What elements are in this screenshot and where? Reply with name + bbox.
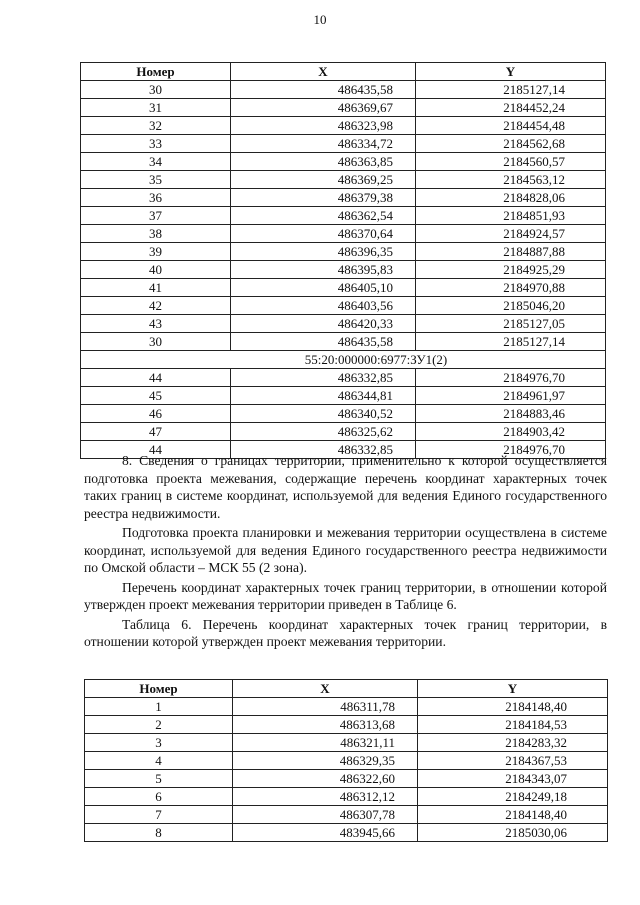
table-group-row	[81, 351, 606, 369]
x-coordinate: 486332,85	[231, 441, 416, 459]
x-coordinate: 486311,78	[233, 698, 418, 716]
point-number: 41	[81, 279, 231, 297]
table-row	[81, 135, 606, 153]
y-coordinate: 2184249,18	[418, 788, 608, 806]
x-coordinate: 486332,85	[231, 369, 416, 387]
x-coordinate: 486313,68	[233, 716, 418, 734]
y-coordinate: 2185046,20	[416, 297, 606, 315]
y-coordinate: 2184828,06	[416, 189, 606, 207]
table-row	[81, 99, 606, 117]
coordinates-table-1	[80, 62, 606, 459]
point-number: 7	[85, 806, 233, 824]
header-x: X	[231, 63, 416, 81]
point-number: 3	[85, 734, 233, 752]
point-number: 47	[81, 423, 231, 441]
table-row	[81, 333, 606, 351]
y-coordinate: 2184851,93	[416, 207, 606, 225]
point-number: 6	[85, 788, 233, 806]
point-number: 37	[81, 207, 231, 225]
paragraph-8: 8. Сведения о границах территории, применительно к которой осуществляется подготовка проекта межевания, содержащие перечень координат характерных точек таких границ в системе координат, используемой для ведения Единого государственного реестра недвижимости.	[84, 453, 607, 521]
point-number: 35	[81, 171, 231, 189]
x-coordinate: 486379,38	[231, 189, 416, 207]
table-row	[81, 189, 606, 207]
table-row	[85, 788, 608, 806]
point-number: 31	[81, 99, 231, 117]
x-coordinate: 486321,11	[233, 734, 418, 752]
y-coordinate: 2184454,48	[416, 117, 606, 135]
x-coordinate: 486344,81	[231, 387, 416, 405]
x-coordinate: 486396,35	[231, 243, 416, 261]
table-row	[81, 81, 606, 99]
table-row	[81, 117, 606, 135]
y-coordinate: 2184961,97	[416, 387, 606, 405]
y-coordinate: 2184925,29	[416, 261, 606, 279]
point-number: 42	[81, 297, 231, 315]
point-number: 30	[81, 333, 231, 351]
y-coordinate: 2184148,40	[418, 806, 608, 824]
table-row	[85, 770, 608, 788]
point-number: 33	[81, 135, 231, 153]
header-y: Y	[416, 63, 606, 81]
table-row	[81, 153, 606, 171]
x-coordinate: 486395,83	[231, 261, 416, 279]
x-coordinate: 486323,98	[231, 117, 416, 135]
point-number: 1	[85, 698, 233, 716]
table-row	[81, 315, 606, 333]
coordinates-table-6	[84, 679, 608, 842]
y-coordinate: 2184148,40	[418, 698, 608, 716]
y-coordinate: 2184367,53	[418, 752, 608, 770]
y-coordinate: 2184452,24	[416, 99, 606, 117]
point-number: 30	[81, 81, 231, 99]
table-6-caption: Таблица 6. Перечень координат характерных точек границ территории, в отношении которой утвержден проект межевания территории.	[84, 616, 607, 649]
table-row	[81, 279, 606, 297]
y-coordinate: 2184283,32	[418, 734, 608, 752]
y-coordinate: 2185127,05	[416, 315, 606, 333]
header-y: Y	[418, 680, 608, 698]
y-coordinate: 2184560,57	[416, 153, 606, 171]
x-coordinate: 483945,66	[233, 824, 418, 842]
table-row	[81, 171, 606, 189]
table-row	[81, 225, 606, 243]
point-number: 4	[85, 752, 233, 770]
y-coordinate: 2184883,46	[416, 405, 606, 423]
x-coordinate: 486325,62	[231, 423, 416, 441]
table-row	[85, 716, 608, 734]
x-coordinate: 486334,72	[231, 135, 416, 153]
x-coordinate: 486307,78	[233, 806, 418, 824]
table-row	[81, 405, 606, 423]
y-coordinate: 2184887,88	[416, 243, 606, 261]
table-header-row	[85, 680, 608, 698]
y-coordinate: 2185127,14	[416, 81, 606, 99]
x-coordinate: 486363,85	[231, 153, 416, 171]
point-number: 39	[81, 243, 231, 261]
table-row	[85, 698, 608, 716]
point-number: 44	[81, 369, 231, 387]
table-row	[81, 369, 606, 387]
text-section	[84, 452, 607, 653]
paragraph-list-intro: Перечень координат характерных точек границ территории, в отношении которой утвержден проект межевания территории приведен в Таблице 6.	[84, 579, 607, 612]
point-number: 36	[81, 189, 231, 207]
x-coordinate: 486403,56	[231, 297, 416, 315]
x-coordinate: 486370,64	[231, 225, 416, 243]
x-coordinate: 486420,33	[231, 315, 416, 333]
x-coordinate: 486312,12	[233, 788, 418, 806]
point-number: 5	[85, 770, 233, 788]
table-row	[85, 824, 608, 842]
y-coordinate: 2184924,57	[416, 225, 606, 243]
y-coordinate: 2185030,06	[418, 824, 608, 842]
page-number: 10	[313, 12, 327, 27]
y-coordinate: 2185127,14	[416, 333, 606, 351]
point-number: 45	[81, 387, 231, 405]
point-number: 40	[81, 261, 231, 279]
point-number: 2	[85, 716, 233, 734]
x-coordinate: 486405,10	[231, 279, 416, 297]
table-row	[85, 734, 608, 752]
y-coordinate: 2184563,12	[416, 171, 606, 189]
point-number: 46	[81, 405, 231, 423]
table-row	[85, 806, 608, 824]
table-header-row	[81, 63, 606, 81]
header-number: Номер	[85, 680, 233, 698]
x-coordinate: 486329,35	[233, 752, 418, 770]
point-number: 32	[81, 117, 231, 135]
y-coordinate: 2184976,70	[416, 441, 606, 459]
table-row	[81, 387, 606, 405]
y-coordinate: 2184343,07	[418, 770, 608, 788]
x-coordinate: 486362,54	[231, 207, 416, 225]
table-row	[81, 243, 606, 261]
y-coordinate: 2184562,68	[416, 135, 606, 153]
header-number: Номер	[81, 63, 231, 81]
paragraph-coordinate-system: Подготовка проекта планировки и межевания территории осуществлена в системе координат, используемой для ведения Единого государственного реестра недвижимости по Омской области – МСК 55 (2 зона).	[84, 525, 607, 575]
header-x: X	[233, 680, 418, 698]
table-row	[85, 752, 608, 770]
table-row	[81, 423, 606, 441]
point-number: 38	[81, 225, 231, 243]
y-coordinate: 2184976,70	[416, 369, 606, 387]
x-coordinate: 486435,58	[231, 81, 416, 99]
x-coordinate: 486322,60	[233, 770, 418, 788]
parcel-label: 55:20:000000:6977:ЗУ1(2)	[81, 351, 606, 369]
x-coordinate: 486340,52	[231, 405, 416, 423]
point-number: 43	[81, 315, 231, 333]
table-row	[81, 297, 606, 315]
point-number: 44	[81, 441, 231, 459]
y-coordinate: 2184903,42	[416, 423, 606, 441]
x-coordinate: 486369,67	[231, 99, 416, 117]
y-coordinate: 2184184,53	[418, 716, 608, 734]
table-row	[81, 261, 606, 279]
y-coordinate: 2184970,88	[416, 279, 606, 297]
point-number: 34	[81, 153, 231, 171]
table-row	[81, 207, 606, 225]
point-number: 8	[85, 824, 233, 842]
x-coordinate: 486369,25	[231, 171, 416, 189]
x-coordinate: 486435,58	[231, 333, 416, 351]
